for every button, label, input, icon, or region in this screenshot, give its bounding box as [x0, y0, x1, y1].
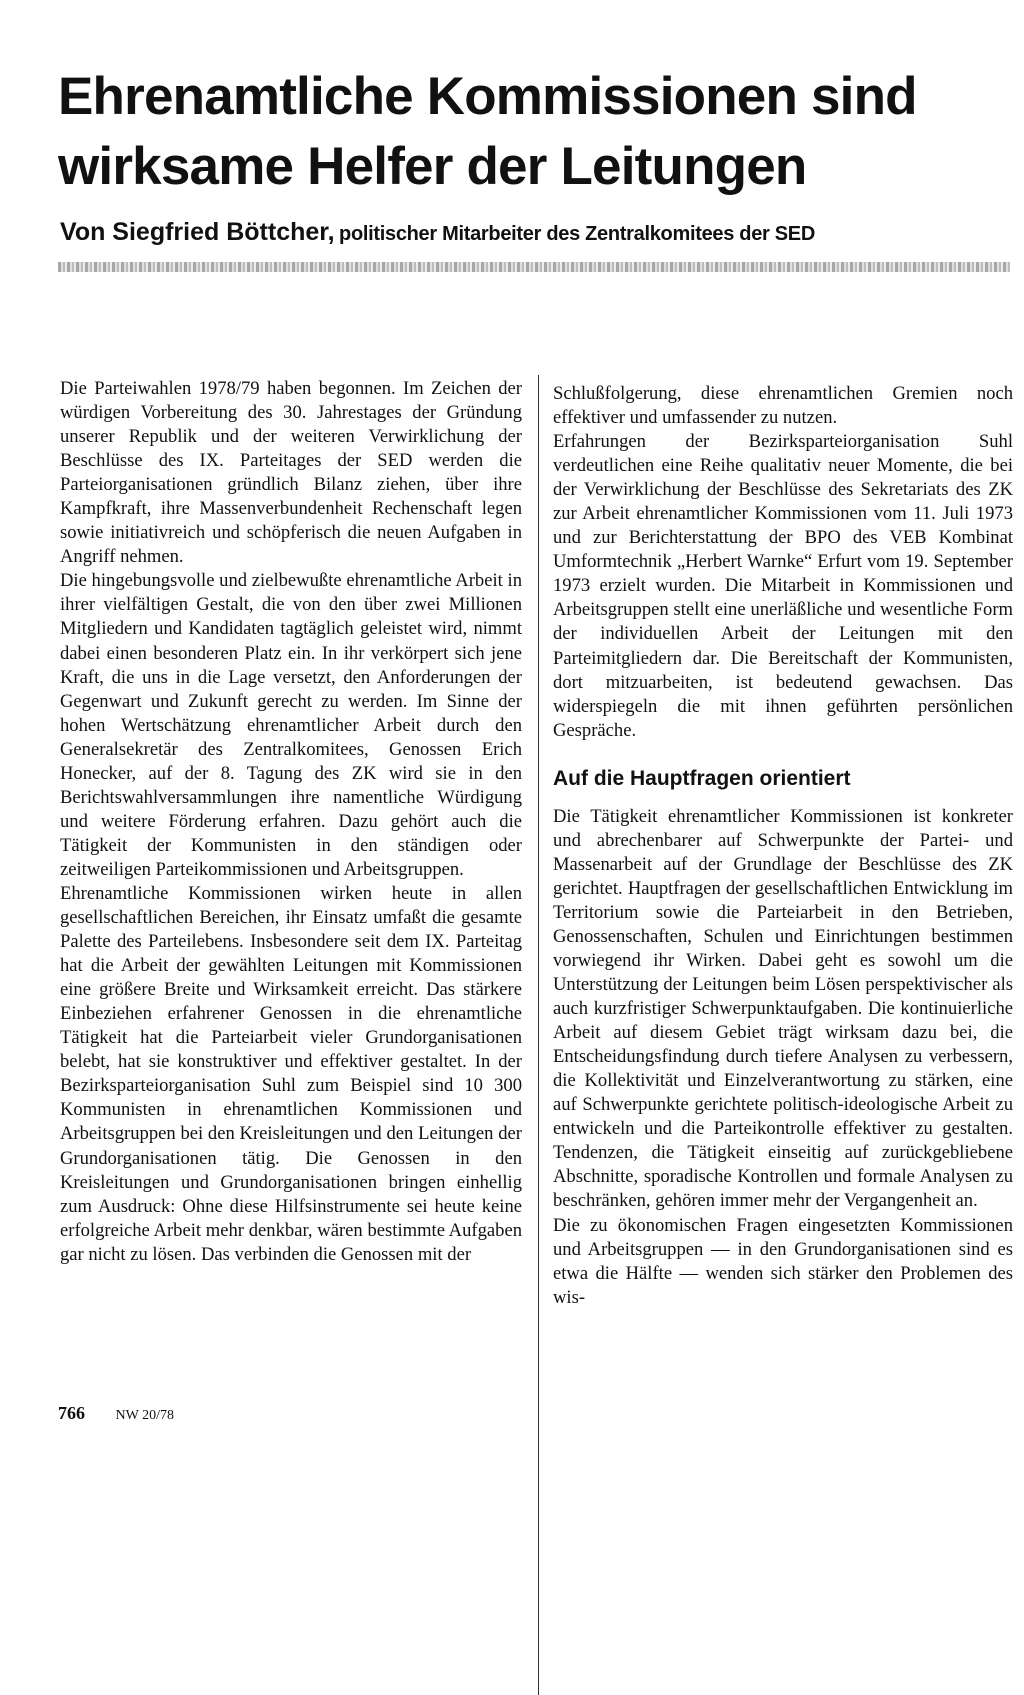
byline-role: politischer Mitarbeiter des Zentralkomitees der SED	[339, 223, 815, 245]
right-column	[553, 382, 1013, 1310]
paragraph: Die hingebungsvolle und zielbewußte ehrenamtliche Arbeit in ihrer vielfältigen Gestalt, die von den über zwei Millionen Mitgliedern und Kandidaten tagtäglich geleistet wird, nimmt dabei einen besonderen Platz ein. In ihr verkörpert sich jene Kraft, die uns in die Lage versetzt, den Anforderungen der Gegenwart und Zukunft gerecht zu werden. Im Sinne der hohen Wertschätzung ehrenamtlicher Arbeit durch den Generalsekretär des Zentralkomitees, Genossen Erich Honecker, auf der 8. Tagung des ZK wird sie in den Berichtswahlversammlungen ihre namentliche Würdigung und weitere Förderung erfahren. Dazu gehört auch die Tätigkeit der Kommunisten in den ständigen oder zeitweiligen Parteikommissionen und Arbeitsgruppen.	[60, 570, 522, 880]
decorative-rule	[58, 262, 1010, 272]
byline-author: Von Siegfried Böttcher,	[60, 218, 335, 246]
paragraph: Schlußfolgerung, diese ehrenamtlichen Gremien noch effektiver und umfassender zu nutzen.	[553, 383, 1013, 429]
paragraph: Erfahrungen der Bezirksparteiorganisation Suhl verdeutlichen eine Reihe qualitativ neuer Momente, die bei der Verwirklichung der Beschlüsse des Sekretariats des ZK zur Arbeit ehrenamtlicher Kommissionen vom 11. Juli 1973 und zur Berichterstattung der BPO des VEB Kombinat Umformtechnik „Herbert Warnke“ Erfurt vom 19. September 1973 erzielt wurden. Die Mitarbeit in Kommissionen und Arbeitsgruppen stellt eine unerläßliche und wesentliche Form der individuellen Arbeit der Leitungen mit den Parteimitgliedern dar. Die Bereitschaft der Kommunisten, dort mitzuarbeiten, ist bedeutend gewachsen. Das widerspiegeln die mit ihnen geführten persönlichen Gespräche.	[553, 431, 1013, 741]
subheading: Auf die Hauptfragen orientiert	[553, 766, 851, 790]
article-title: Ehrenamtliche Kommissionen sind wirksame Helfer der Leitungen	[58, 67, 917, 196]
issue-label: NW 20/78	[115, 1408, 174, 1423]
byline	[60, 218, 1020, 247]
page-footer	[58, 1403, 174, 1424]
column-divider	[538, 375, 539, 1695]
paragraph: Die Tätigkeit ehrenamtlicher Kommissionen ist konkreter und abrechenbarer auf Schwerpunkte der Partei- und Massenarbeit auf der Grundlage der Beschlüsse des ZK gerichtet. Hauptfragen der gesellschaftlichen Entwicklung im Territorium sowie die Parteiarbeit in den Betrieben, Genossenschaften, Schulen und Einrichtungen bestimmen vorwiegend ihr Wirken. Dabei geht es sowohl um die Unterstützung der Leitungen beim Lösen perspektivischer als auch kurzfristiger Schwerpunktaufgaben. Die kontinuierliche Arbeit auf diesem Gebiet trägt wirksam dazu bei, die Entscheidungsfindung durch tiefere Analysen zu verbessern, die Kollektivität und Einzelverantwortung zu stärken, eine auf Schwerpunkte gerichtete politisch-ideologische Arbeit zu entwickeln und die Parteikontrolle effektiver zu gestalten. Tendenzen, die Tätigkeit einseitig auf zurückgebliebene Abschnitte, sporadische Kontrollen und formale Analysen zu beschränken, gehören immer mehr der Vergangenheit an.	[553, 805, 1013, 1212]
paragraph: Die zu ökonomischen Fragen eingesetzten Kommissionen und Arbeitsgruppen — in den Grundorganisationen sind es etwa die Hälfte — wenden sich stärker den Problemen des wis-	[553, 1214, 1013, 1308]
paragraph: Die Parteiwahlen 1978/79 haben begonnen. Im Zeichen der würdigen Vorbereitung des 30. Jahrestages der Gründung unserer Republik und der weiteren Verwirklichung der Beschlüsse des IX. Parteitages der SED werden die Parteiorganisationen gründlich Bilanz ziehen, über ihre Kampfkraft, ihre Massenverbundenheit Rechenschaft legen sowie initiativreich und schöpferisch die neuen Aufgaben in Angriff nehmen.	[60, 378, 522, 568]
paragraph: Ehrenamtliche Kommissionen wirken heute in allen gesellschaftlichen Bereichen, ihr Einsatz umfaßt die gesamte Palette des Parteilebens. Insbesondere seit dem IX. Parteitag hat die Arbeit der gewählten Leitungen mit Kommissionen eine größere Breite und Wirksamkeit erreicht. Das stärkere Einbeziehen erfahrener Genossen in die ehrenamtliche Tätigkeit hat die Parteiarbeit vieler Grundorganisationen belebt, hat sie konstruktiver und effektiver gestaltet. In der Bezirksparteiorganisation Suhl zum Beispiel sind 10 300 Kommunisten in ehrenamtlichen Kommissionen und Arbeitsgruppen bei den Kreisleitungen und den Leitungen der Grundorganisationen tätig. Die Genossen in den Kreisleitungen und Grundorganisationen bringen einhellig zum Ausdruck: Ohne diese Hilfsinstrumente sei heute keine erfolgreiche Arbeit mehr denkbar, wären bestimmte Aufgaben gar nicht zu lösen. Das verbinden die Genossen mit der	[60, 882, 522, 1265]
left-column	[60, 377, 522, 1267]
page-number: 766	[58, 1403, 85, 1423]
